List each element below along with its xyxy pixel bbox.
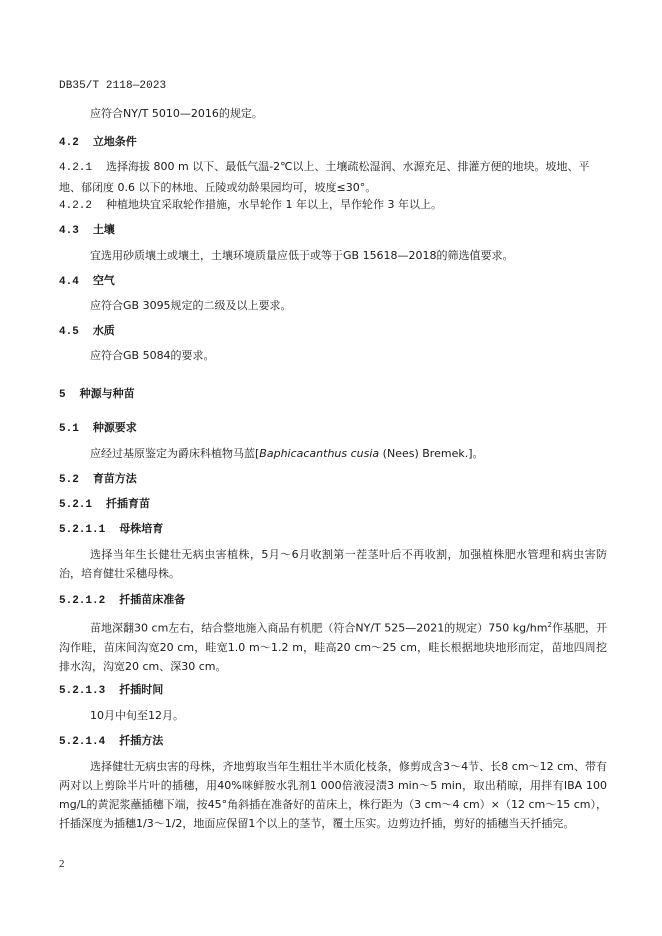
paragraph-5-2-1-1: 选择当年生长健壮无病虫害植株，5月～6月收割第一茬茎叶后不再收割，加强植株肥水管理和病虫害防治，培育健壮采穗母株。 <box>59 548 607 580</box>
heading-title: 空气 <box>92 274 115 287</box>
heading-5-2-1-3 <box>59 682 163 699</box>
heading-number: 4.3 <box>59 225 79 237</box>
heading-number: 5 <box>59 389 66 401</box>
paragraph-5-2-1-2 <box>59 616 607 676</box>
text-segment: (Nees) Bremek.]。 <box>379 447 484 460</box>
text-segment: 作基肥，开沟作畦，苗床间沟宽20 cm，畦宽1.0 m～1.2 m，畦高20 cm～25 cm，畦长根据地块地形而定，苗地四周挖排水沟，沟宽20 cm、深30 cm。 <box>59 621 607 673</box>
heading-number: 4.4 <box>59 276 79 288</box>
heading-5-2-1-2 <box>59 592 185 609</box>
heading-title: 种源要求 <box>92 421 137 434</box>
clause-4-2-1 <box>59 157 607 197</box>
heading-4-4 <box>59 273 115 290</box>
heading-5-2-1 <box>59 496 150 513</box>
text-segment: 应经过基原鉴定为爵床科植物马蓝[ <box>90 447 260 460</box>
clause-text: 种植地块宜采取轮作措施，水旱轮作 1 年以上，旱作轮作 3 年以上。 <box>106 198 442 211</box>
heading-title: 母株培育 <box>119 522 164 535</box>
heading-title: 扦插苗床准备 <box>119 593 186 606</box>
heading-4-3 <box>59 222 115 239</box>
heading-title: 土壤 <box>92 223 115 236</box>
heading-title: 水质 <box>92 324 115 337</box>
heading-4-5 <box>59 323 115 340</box>
paragraph-4-1-continued: 应符合NY/T 5010—2016的规定。 <box>90 107 263 120</box>
heading-title: 扦插育苗 <box>106 497 151 510</box>
heading-number: 5.2.1.4 <box>59 736 106 748</box>
heading-5-1 <box>59 420 137 437</box>
heading-5-2-1-1 <box>59 521 163 538</box>
heading-title: 扦插方法 <box>119 734 164 747</box>
species-name-italic: Baphicacanthus cusia <box>259 447 380 460</box>
heading-title: 扦插时间 <box>119 683 164 696</box>
heading-number: 5.1 <box>59 423 79 435</box>
heading-title: 种源与种苗 <box>79 387 135 400</box>
clause-number: 4.2.2 <box>59 200 93 212</box>
paragraph-5-2-1-4: 选择健壮无病虫害的母株，齐地剪取当年生粗壮半木质化枝条，修剪成含3～4节、长8 cm～12 cm、带有两对以上剪除半片叶的插穗，用40%咪鲜胺水乳剂1 000倍液浸渍3 min～5 min，取出稍晾，用拌有IBA 100 mg/L的黄泥浆蘸插穗下端，按45°角斜插在准备好的苗床上，株行距为（3 cm～4 cm）×（12 cm～15 cm），扦插深度为插穗1/3～1/2，地面应保留1个以上的茎节，覆土压实。边剪边扦插，剪好的插穗当天扦插完。 <box>59 760 607 830</box>
heading-5-2 <box>59 471 137 488</box>
heading-number: 5.2.1.3 <box>59 685 106 697</box>
heading-5-2-1-4 <box>59 733 163 750</box>
paragraph-4-5: 应符合GB 5084的要求。 <box>90 349 215 362</box>
text-segment: 苗地深翻30 cm左右，结合整地施入商品有机肥（符合NY/T 525—2021的规定）750 kg/hm <box>90 621 548 635</box>
heading-title: 立地条件 <box>92 135 137 148</box>
paragraph-4-3: 宜选用砂质壤土或壤土，土壤环境质量应低于或等于GB 15618—2018的筛选值要求。 <box>90 249 514 262</box>
heading-number: 5.2 <box>59 474 79 486</box>
clause-text: 选择海拔 800 m 以下、最低气温-2℃以上、土壤疏松湿润、水源充足、排灌方便的地块。坡地、平地、郁闭度 0.6 以下的林地、丘陵或幼龄果园均可，坡度≤30°。 <box>59 160 590 194</box>
paragraph-5-2-1-3: 10月中旬至12月。 <box>90 709 184 722</box>
heading-5 <box>59 386 135 403</box>
heading-number: 5.2.1 <box>59 499 93 511</box>
paragraph-5-1 <box>59 444 607 463</box>
superscript: 2 <box>547 621 552 629</box>
clause-number: 4.2.1 <box>59 162 93 174</box>
standard-code: DB35/T 2118—2023 <box>59 80 167 92</box>
heading-number: 4.2 <box>59 137 79 149</box>
heading-number: 4.5 <box>59 326 79 338</box>
paragraph-4-4: 应符合GB 3095规定的二级及以上要求。 <box>90 299 292 312</box>
heading-4-2 <box>59 134 137 151</box>
heading-number: 5.2.1.2 <box>59 595 106 607</box>
heading-number: 5.2.1.1 <box>59 524 106 536</box>
page-number: 2 <box>59 858 65 870</box>
heading-title: 育苗方法 <box>92 472 137 485</box>
clause-4-2-2 <box>59 195 607 216</box>
